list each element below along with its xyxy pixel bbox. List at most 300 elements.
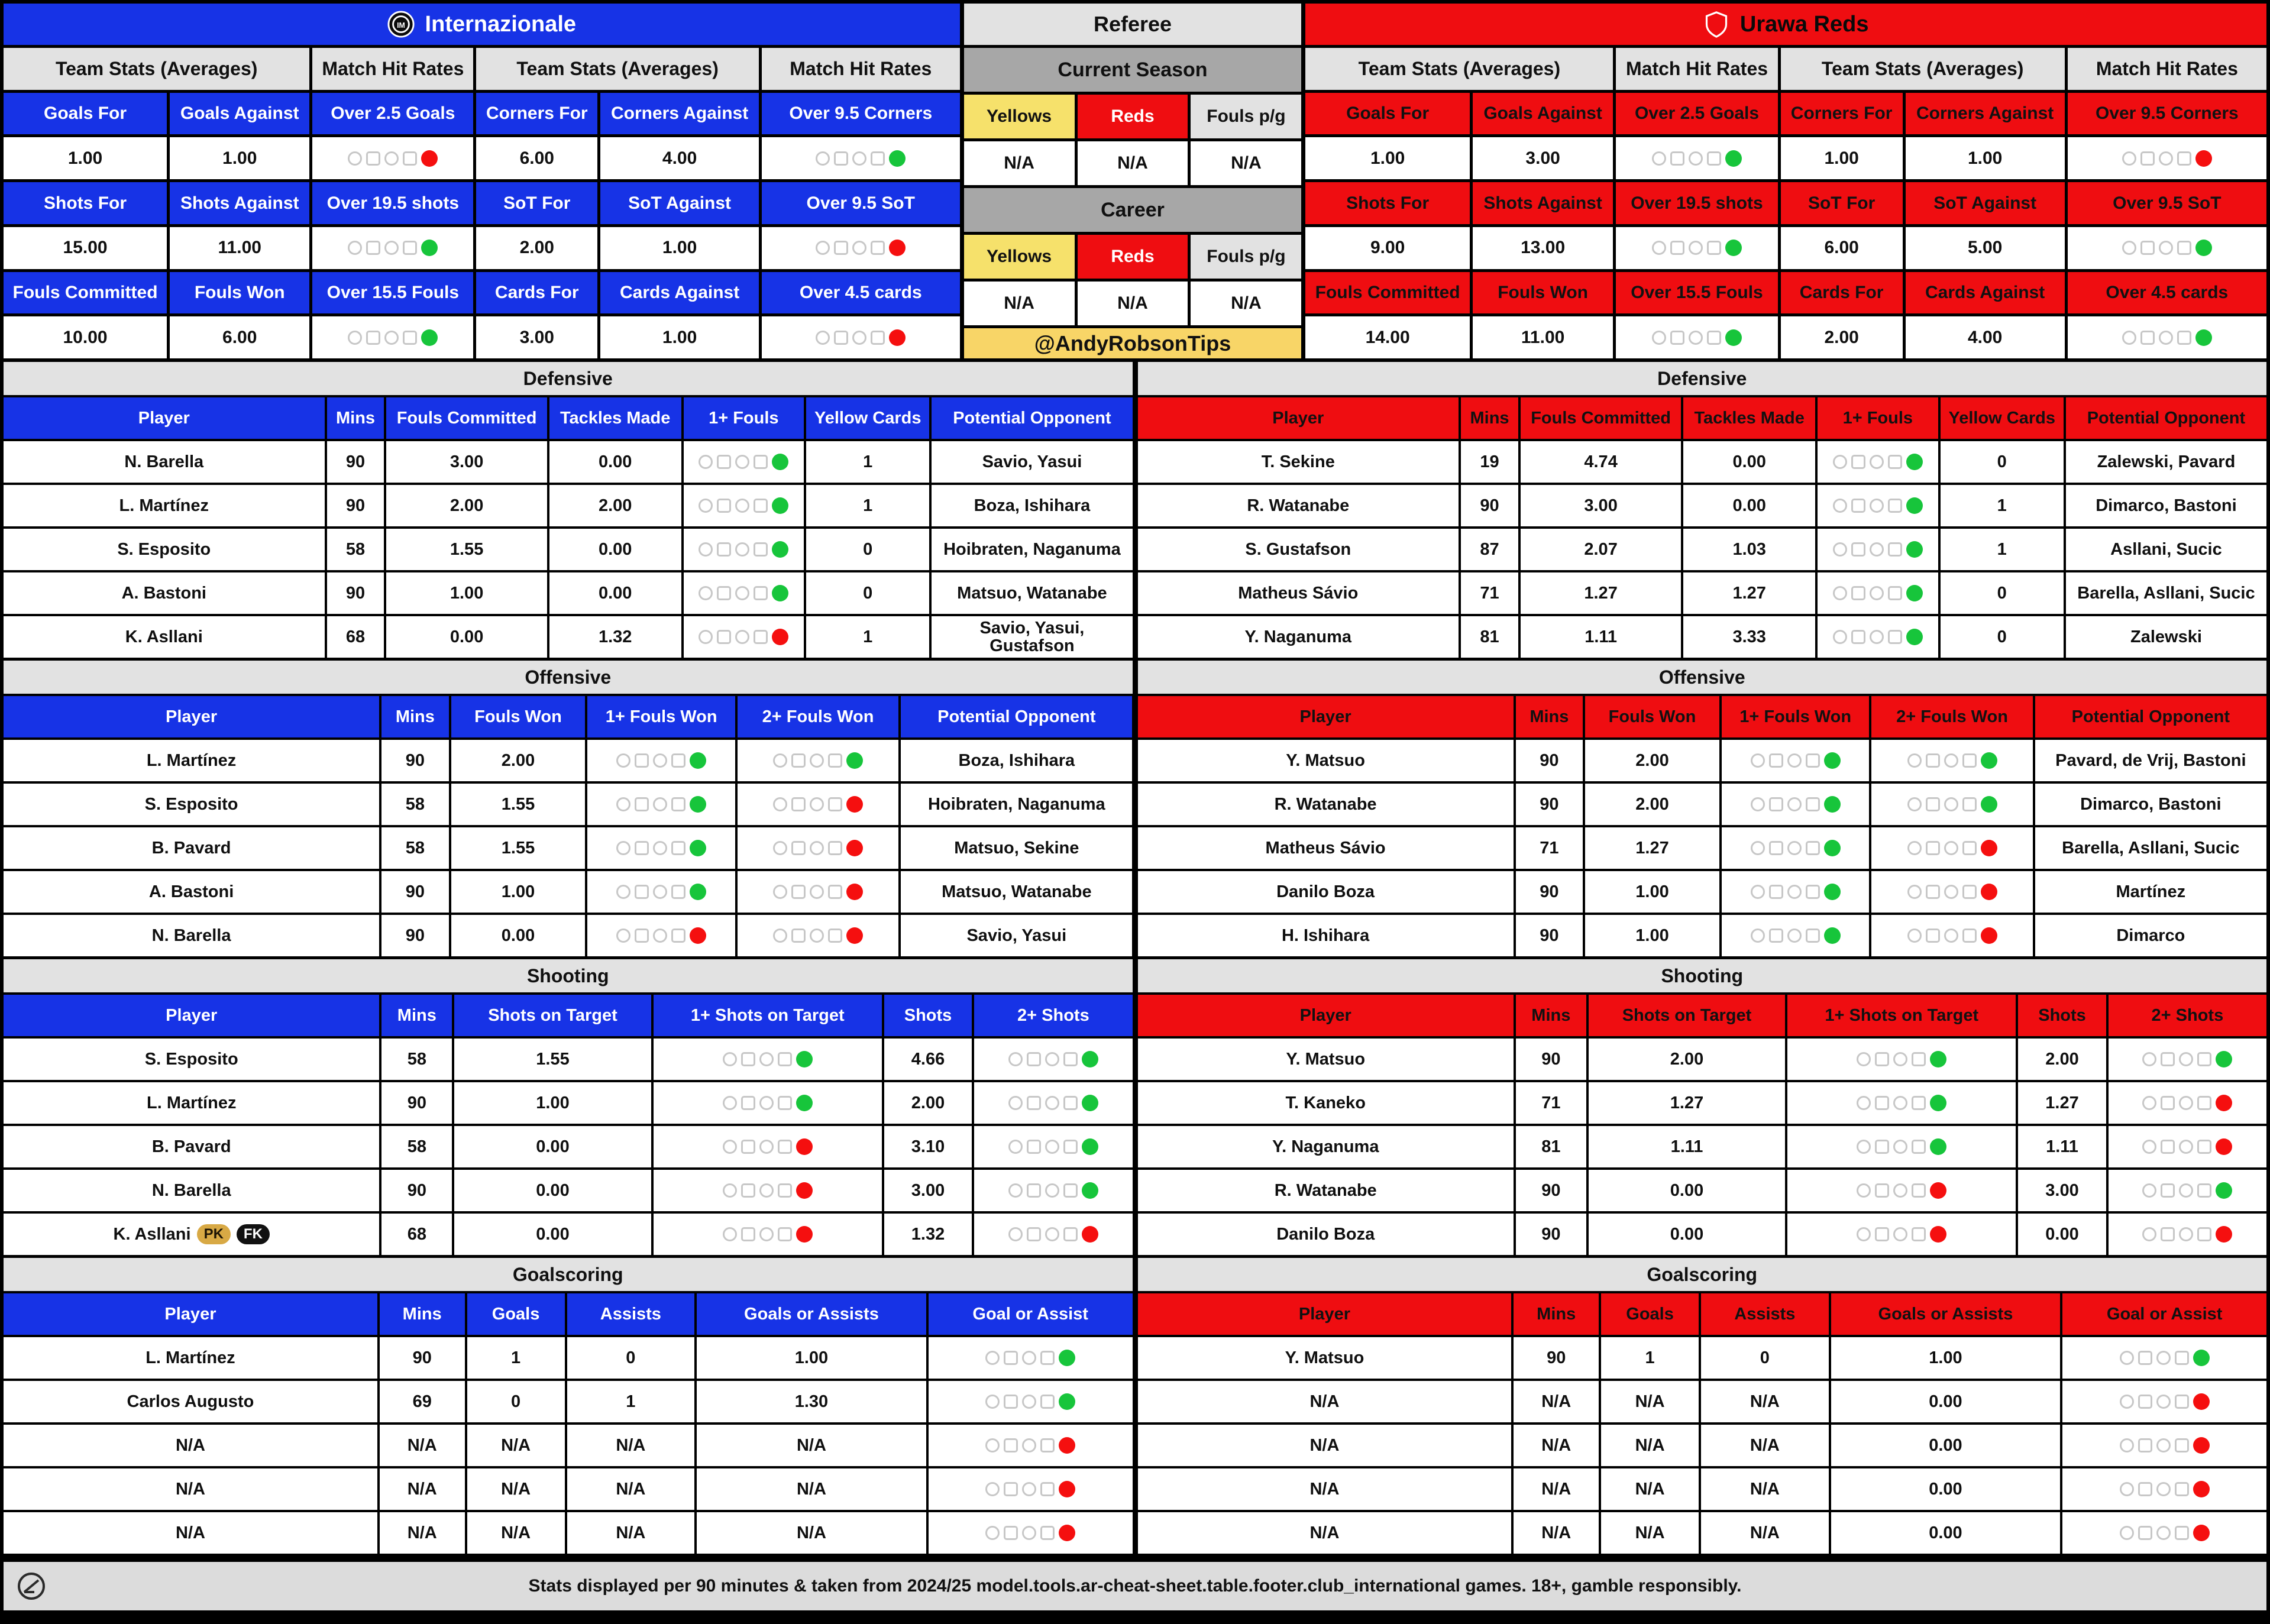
stat-header-shots-for: Shots For — [1305, 182, 1469, 224]
cell-mins: N/A — [1514, 1512, 1599, 1554]
hit-rate-icons — [1857, 1051, 1946, 1067]
cell-1-fouls — [1818, 441, 1938, 483]
circle-outline-icon — [1751, 841, 1765, 855]
cell-player: N/A — [1138, 1512, 1512, 1554]
cell-potential-opponent: Boza, Ishihara — [901, 740, 1132, 781]
hit-green-dot-icon — [1930, 1051, 1946, 1067]
circle-outline-icon — [1045, 1096, 1059, 1110]
cell-goals-or-assists: 0.00 — [1831, 1425, 2061, 1466]
square-outline-icon — [1912, 1227, 1926, 1241]
circle-outline-icon — [735, 499, 749, 513]
hit-red-dot-icon — [1059, 1437, 1075, 1454]
hit-green-dot-icon — [1930, 1095, 1946, 1111]
cell-tackles-made: 0.00 — [549, 529, 681, 570]
hit-rate-icons — [1008, 1138, 1098, 1155]
group-header: Match Hit Rates — [2068, 48, 2266, 90]
cell-2-shots — [2109, 1082, 2266, 1124]
hit-green-dot-icon — [772, 585, 788, 601]
cell-shots-on-target: 1.27 — [1589, 1082, 1786, 1124]
hit-red-dot-icon — [1930, 1182, 1946, 1199]
stat-value-over-4-5-cards — [2068, 316, 2266, 358]
circle-outline-icon — [773, 753, 787, 768]
cell-player: A. Bastoni — [4, 871, 379, 913]
cell-2-fouls-won — [1871, 871, 2032, 913]
hit-red-dot-icon — [1981, 840, 1997, 856]
cell-mins: 58 — [381, 784, 448, 825]
cell-2-shots — [974, 1170, 1132, 1211]
circle-outline-icon — [653, 797, 667, 811]
cell-mins: 71 — [1516, 827, 1583, 869]
square-outline-icon — [1962, 841, 1977, 855]
square-outline-icon — [1962, 753, 1977, 768]
section-title: Defensive — [4, 362, 1133, 395]
cell-goals-or-assists: 0.00 — [1831, 1468, 2061, 1510]
hit-rate-icons — [616, 752, 706, 769]
hit-rate-icons — [1833, 585, 1923, 601]
hit-rate-icons — [2142, 1226, 2232, 1243]
square-outline-icon — [1926, 929, 1940, 943]
circle-outline-icon — [1022, 1482, 1036, 1496]
stat-header-over-4-5-cards: Over 4.5 cards — [2068, 272, 2266, 314]
column-header-assists: Assists — [567, 1293, 694, 1335]
column-header-shots-on-target: Shots on Target — [454, 995, 651, 1036]
column-header-goals-or-assists: Goals or Assists — [697, 1293, 926, 1335]
hit-green-dot-icon — [1824, 840, 1841, 856]
square-outline-icon — [2197, 1052, 2211, 1066]
defensive-home-section — [4, 362, 1133, 658]
circle-outline-icon — [1907, 797, 1922, 811]
column-header-potential-opponent: Potential Opponent — [2035, 696, 2266, 737]
cell-fouls-won: 0.00 — [451, 915, 586, 956]
hit-red-dot-icon — [772, 629, 788, 645]
twitter-handle[interactable]: @AndyRobsonTips — [964, 328, 1302, 358]
hit-rate-icons — [1857, 1138, 1946, 1155]
square-outline-icon — [741, 1140, 755, 1154]
hit-rate-icons — [1833, 629, 1923, 645]
hit-green-dot-icon — [421, 240, 438, 256]
circle-outline-icon — [773, 885, 787, 899]
circle-outline-icon — [773, 929, 787, 943]
cell-shots-on-target: 2.00 — [1589, 1039, 1786, 1080]
square-outline-icon — [2175, 1526, 2189, 1540]
hit-rate-icons — [2142, 1051, 2232, 1067]
hit-green-dot-icon — [690, 840, 706, 856]
cell-shots: 0.00 — [2018, 1214, 2106, 1255]
stat-value-goals-for: 1.00 — [1305, 137, 1469, 179]
square-outline-icon — [791, 929, 806, 943]
cell-fouls-won: 1.27 — [1585, 827, 1719, 869]
square-outline-icon — [2161, 1052, 2175, 1066]
column-header-fouls-committed: Fouls Committed — [386, 397, 547, 439]
group-header: Team Stats (Averages) — [4, 48, 309, 90]
stat-value-over-19-5-shots — [312, 227, 473, 269]
away-team-panel — [1305, 4, 2266, 358]
cell-player: N/A — [4, 1512, 377, 1554]
square-outline-icon — [717, 455, 731, 469]
cell-shots: 2.00 — [2018, 1039, 2106, 1080]
square-outline-icon — [754, 455, 768, 469]
cell-fouls-committed: 1.55 — [386, 529, 547, 570]
square-outline-icon — [2138, 1526, 2152, 1540]
cell-mins: 81 — [1461, 616, 1518, 658]
cell-player: K. Asllani — [4, 616, 325, 658]
circle-outline-icon — [616, 797, 630, 811]
cell-tackles-made: 0.00 — [1683, 441, 1815, 483]
hit-rate-icons — [773, 884, 863, 900]
circle-outline-icon — [1787, 929, 1802, 943]
circle-outline-icon — [1008, 1140, 1023, 1154]
offensive-away-section — [1138, 661, 2267, 956]
hit-rate-icons — [1907, 927, 1997, 944]
cell-mins: N/A — [1514, 1381, 1599, 1422]
square-outline-icon — [671, 885, 685, 899]
referee-title: Referee — [964, 4, 1302, 45]
hit-green-dot-icon — [846, 752, 863, 769]
square-outline-icon — [1912, 1140, 1926, 1154]
square-outline-icon — [1926, 885, 1940, 899]
group-header: Team Stats (Averages) — [1781, 48, 2065, 90]
circle-outline-icon — [2142, 1227, 2156, 1241]
circle-outline-icon — [852, 331, 866, 345]
square-outline-icon — [1806, 929, 1820, 943]
cell-player: Matheus Sávio — [1138, 827, 1514, 869]
hit-rate-icons — [2142, 1138, 2232, 1155]
stat-value-corners-for: 1.00 — [1781, 137, 1903, 179]
square-outline-icon — [2161, 1140, 2175, 1154]
circle-outline-icon — [2156, 1351, 2171, 1365]
cell-player: Matheus Sávio — [1138, 572, 1459, 614]
circle-outline-icon — [985, 1526, 1000, 1540]
hit-red-dot-icon — [2216, 1226, 2232, 1243]
cell-yellow-cards: 0 — [806, 572, 929, 614]
column-header-fouls-committed: Fouls Committed — [1521, 397, 1681, 439]
circle-outline-icon — [1652, 151, 1666, 166]
square-outline-icon — [403, 241, 417, 255]
column-header-1-shots-on-target: 1+ Shots on Target — [654, 995, 882, 1036]
cell-potential-opponent: Boza, Ishihara — [932, 485, 1132, 526]
circle-outline-icon — [1751, 753, 1765, 768]
circle-outline-icon — [735, 455, 749, 469]
hit-rate-icons — [1833, 541, 1923, 558]
stat-value-fouls-won: 6.00 — [170, 316, 309, 358]
stat-value-cards-for: 2.00 — [1781, 316, 1903, 358]
square-outline-icon — [1670, 151, 1684, 166]
square-outline-icon — [778, 1183, 792, 1198]
hit-rate-icons — [616, 796, 706, 813]
referee-col-yellows: Yellows — [964, 235, 1075, 279]
square-outline-icon — [2197, 1140, 2211, 1154]
cell-assists: N/A — [1701, 1381, 1828, 1422]
hit-rate-icons — [773, 752, 863, 769]
square-outline-icon — [1707, 331, 1721, 345]
cell-potential-opponent: Savio, Yasui, Gustafson — [932, 616, 1132, 658]
hit-green-dot-icon — [1824, 752, 1841, 769]
cell-yellow-cards: 0 — [1941, 572, 2064, 614]
circle-outline-icon — [1689, 241, 1703, 255]
circle-outline-icon — [810, 753, 824, 768]
cell-player: R. Watanabe — [1138, 784, 1514, 825]
cell-assists: N/A — [567, 1512, 694, 1554]
hit-rate-icons — [1907, 840, 1997, 856]
stat-value-fouls-committed: 14.00 — [1305, 316, 1469, 358]
stat-header-over-9-5-corners: Over 9.5 Corners — [2068, 93, 2266, 135]
cell-mins: N/A — [1514, 1425, 1599, 1466]
cell-fouls-committed: 2.00 — [386, 485, 547, 526]
cell-1-fouls — [684, 616, 804, 658]
hit-rate-icons — [1751, 796, 1841, 813]
stat-value-cards-against: 1.00 — [600, 316, 759, 358]
square-outline-icon — [1851, 630, 1865, 644]
cell-2-fouls-won — [738, 915, 898, 956]
stat-value-fouls-committed: 10.00 — [4, 316, 167, 358]
hit-rate-icons — [616, 840, 706, 856]
svg-text:IM: IM — [396, 21, 405, 30]
cell-goals: 0 — [467, 1381, 565, 1422]
cell-fouls-won: 2.00 — [451, 740, 586, 781]
circle-outline-icon — [852, 151, 866, 166]
square-outline-icon — [2161, 1227, 2175, 1241]
circle-outline-icon — [1652, 331, 1666, 345]
offensive-home-table — [4, 696, 1133, 956]
square-outline-icon — [828, 797, 842, 811]
circle-outline-icon — [1833, 630, 1847, 644]
circle-outline-icon — [2122, 241, 2136, 255]
cell-tackles-made: 2.00 — [549, 485, 681, 526]
cell-1-fouls — [1818, 529, 1938, 570]
hit-red-dot-icon — [1059, 1525, 1075, 1541]
circle-outline-icon — [2120, 1438, 2134, 1452]
referee-columns — [964, 235, 1302, 279]
column-header-2-shots: 2+ Shots — [2109, 995, 2266, 1036]
circle-outline-icon — [773, 797, 787, 811]
circle-outline-icon — [1944, 753, 1958, 768]
cell-shots-on-target: 0.00 — [454, 1214, 651, 1255]
referee-values — [964, 141, 1302, 185]
cell-1-fouls — [684, 441, 804, 483]
square-outline-icon — [834, 241, 848, 255]
square-outline-icon — [635, 885, 649, 899]
circle-outline-icon — [384, 331, 399, 345]
circle-outline-icon — [2156, 1395, 2171, 1409]
square-outline-icon — [741, 1096, 755, 1110]
column-header-shots-on-target: Shots on Target — [1589, 995, 1786, 1036]
referee-value-yellows: N/A — [964, 141, 1075, 185]
referee-value-reds: N/A — [1078, 282, 1188, 325]
square-outline-icon — [754, 630, 768, 644]
stat-header-goals-for: Goals For — [4, 93, 167, 135]
circle-outline-icon — [1689, 151, 1703, 166]
cell-1-shots-on-target — [1787, 1170, 2016, 1211]
square-outline-icon — [1962, 885, 1977, 899]
cell-mins: 69 — [380, 1381, 465, 1422]
square-outline-icon — [1851, 542, 1865, 557]
cell-fouls-committed: 1.11 — [1521, 616, 1681, 658]
square-outline-icon — [1040, 1395, 1055, 1409]
square-outline-icon — [403, 151, 417, 166]
hit-green-dot-icon — [889, 150, 906, 167]
cell-player: B. Pavard — [4, 1126, 379, 1167]
square-outline-icon — [635, 841, 649, 855]
cell-mins: 90 — [1516, 915, 1583, 956]
cell-shots-on-target: 0.00 — [1589, 1170, 1786, 1211]
cell-mins: 90 — [1516, 740, 1583, 781]
circle-outline-icon — [985, 1482, 1000, 1496]
player-stat-sections — [4, 362, 2266, 1554]
stat-value-corners-against: 4.00 — [600, 137, 759, 179]
cell-1-fouls-won — [587, 827, 735, 869]
square-outline-icon — [1707, 151, 1721, 166]
cell-mins: 90 — [1516, 871, 1583, 913]
square-outline-icon — [1040, 1526, 1055, 1540]
circle-outline-icon — [699, 499, 713, 513]
hit-red-dot-icon — [2216, 1138, 2232, 1155]
cell-goals: N/A — [1601, 1425, 1699, 1466]
circle-outline-icon — [1833, 499, 1847, 513]
square-outline-icon — [635, 929, 649, 943]
cell-player: Y. Naganuma — [1138, 616, 1459, 658]
cell-mins: 90 — [327, 572, 384, 614]
cell-mins: 68 — [381, 1214, 452, 1255]
column-header-1-shots-on-target: 1+ Shots on Target — [1787, 995, 2016, 1036]
cell-goals: N/A — [1601, 1381, 1699, 1422]
cell-shots-on-target: 1.55 — [454, 1039, 651, 1080]
cell-fouls-committed: 2.07 — [1521, 529, 1681, 570]
cell-fouls-committed: 4.74 — [1521, 441, 1681, 483]
shooting-away-table — [1138, 995, 2267, 1255]
circle-outline-icon — [1857, 1052, 1871, 1066]
circle-outline-icon — [699, 455, 713, 469]
column-header-mins: Mins — [1514, 1293, 1599, 1335]
square-outline-icon — [1888, 499, 1902, 513]
square-outline-icon — [671, 841, 685, 855]
circle-outline-icon — [2179, 1052, 2193, 1066]
square-outline-icon — [1962, 929, 1977, 943]
square-outline-icon — [1888, 630, 1902, 644]
square-outline-icon — [2161, 1096, 2175, 1110]
cell-goal-or-assist — [929, 1425, 1133, 1466]
circle-outline-icon — [1907, 753, 1922, 768]
hit-rate-icons — [1751, 927, 1841, 944]
square-outline-icon — [2140, 151, 2155, 166]
circle-outline-icon — [1833, 455, 1847, 469]
square-outline-icon — [1926, 797, 1940, 811]
hit-green-dot-icon — [1824, 927, 1841, 944]
cell-assists: N/A — [1701, 1512, 1828, 1554]
circle-outline-icon — [616, 885, 630, 899]
hit-red-dot-icon — [1082, 1226, 1098, 1243]
hit-rate-icons — [699, 497, 788, 514]
stat-value-over-9-5-sot — [762, 227, 960, 269]
cell-mins: 90 — [381, 740, 448, 781]
cell-player: A. Bastoni — [4, 572, 325, 614]
square-outline-icon — [834, 331, 848, 345]
cell-2-shots — [2109, 1170, 2266, 1211]
circle-outline-icon — [759, 1140, 774, 1154]
hit-rate-icons — [773, 796, 863, 813]
cell-potential-opponent: Hoibraten, Naganuma — [901, 784, 1132, 825]
stat-header-cards-for: Cards For — [476, 272, 597, 314]
section-title: Goalscoring — [1138, 1258, 2267, 1291]
square-outline-icon — [1806, 841, 1820, 855]
circle-outline-icon — [2120, 1526, 2134, 1540]
hit-green-dot-icon — [1725, 150, 1742, 167]
hit-red-dot-icon — [2193, 1437, 2210, 1454]
cell-yellow-cards: 0 — [1941, 441, 2064, 483]
referee-panel — [964, 4, 1302, 358]
square-outline-icon — [754, 586, 768, 600]
column-header-fouls-won: Fouls Won — [451, 696, 586, 737]
square-outline-icon — [2138, 1482, 2152, 1496]
hit-rate-icons — [723, 1226, 813, 1243]
cell-shots: 4.66 — [884, 1039, 972, 1080]
hit-green-dot-icon — [1906, 497, 1923, 514]
hit-red-dot-icon — [690, 927, 706, 944]
square-outline-icon — [366, 241, 380, 255]
cell-1-fouls-won — [1722, 915, 1870, 956]
hit-rate-icons — [699, 454, 788, 470]
offensive-home-section — [4, 661, 1133, 956]
cell-player: R. Watanabe — [1138, 1170, 1514, 1211]
hit-rate-icons — [2120, 1437, 2210, 1454]
circle-outline-icon — [1787, 753, 1802, 768]
defensive-away-table — [1138, 397, 2267, 658]
circle-outline-icon — [2179, 1183, 2193, 1198]
offensive-away-table — [1138, 696, 2267, 956]
stat-value-sot-for: 2.00 — [476, 227, 597, 269]
square-outline-icon — [2175, 1438, 2189, 1452]
hit-rate-icons — [985, 1393, 1075, 1410]
circle-outline-icon — [1689, 331, 1703, 345]
hit-green-dot-icon — [421, 329, 438, 346]
circle-outline-icon — [1045, 1052, 1059, 1066]
hit-rate-icons — [1751, 752, 1841, 769]
stat-header-over-19-5-shots: Over 19.5 shots — [312, 182, 473, 224]
cell-1-shots-on-target — [1787, 1039, 2016, 1080]
circle-outline-icon — [1833, 586, 1847, 600]
referee-value-reds: N/A — [1078, 141, 1188, 185]
square-outline-icon — [1888, 542, 1902, 557]
stat-value-over-15-5-fouls — [1616, 316, 1777, 358]
column-header-2-fouls-won: 2+ Fouls Won — [738, 696, 898, 737]
square-outline-icon — [1875, 1183, 1889, 1198]
hit-rate-icons — [2142, 1095, 2232, 1111]
stat-value-goals-against: 3.00 — [1473, 137, 1613, 179]
cell-player: N/A — [1138, 1425, 1512, 1466]
hit-green-dot-icon — [2195, 329, 2212, 346]
column-header-goals: Goals — [467, 1293, 565, 1335]
hit-green-dot-icon — [1082, 1138, 1098, 1155]
column-header-player: Player — [4, 995, 379, 1036]
hit-red-dot-icon — [1981, 927, 1997, 944]
cell-shots-on-target: 0.00 — [454, 1126, 651, 1167]
square-outline-icon — [635, 753, 649, 768]
cell-shots-on-target: 1.11 — [1589, 1126, 1786, 1167]
cell-mins: 90 — [1516, 1039, 1586, 1080]
hit-rate-icons — [2122, 329, 2212, 346]
cell-mins: 58 — [381, 1039, 452, 1080]
cell-2-shots — [974, 1126, 1132, 1167]
home-team-name: Internazionale — [425, 11, 577, 37]
cell-goal-or-assist — [929, 1512, 1133, 1554]
cell-shots: 1.27 — [2018, 1082, 2106, 1124]
circle-outline-icon — [723, 1052, 737, 1066]
stat-value-goals-against: 1.00 — [170, 137, 309, 179]
circle-outline-icon — [2159, 331, 2173, 345]
urawa-reds-logo-icon — [1703, 11, 1729, 38]
cell-2-shots — [2109, 1214, 2266, 1255]
column-header-player: Player — [1138, 696, 1514, 737]
cell-1-shots-on-target — [1787, 1126, 2016, 1167]
